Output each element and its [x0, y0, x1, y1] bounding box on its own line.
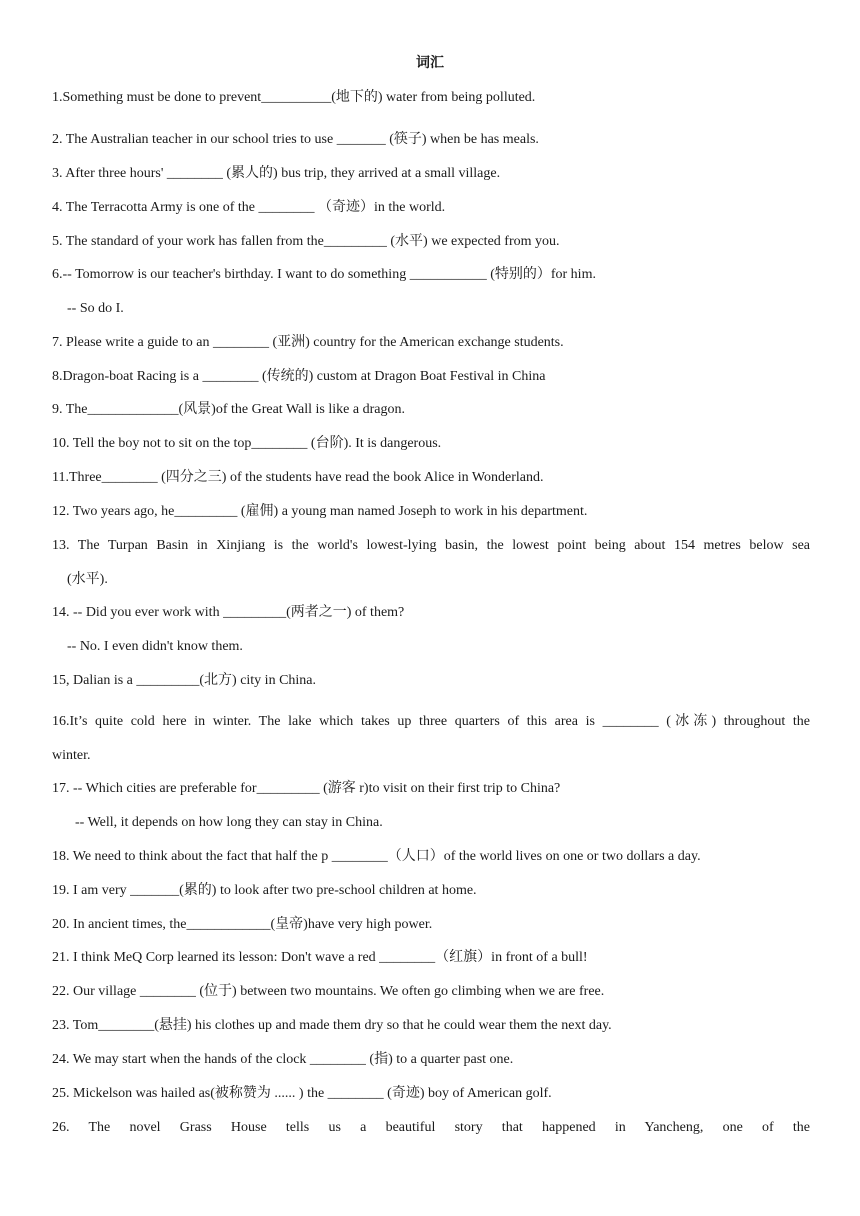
question-5: 5. The standard of your work has fallen from the_________ (水平) we expected from you. — [52, 234, 560, 249]
question-19: 19. I am very _______(累的) to look after two pre-school children at home. — [52, 883, 477, 898]
question-12: 12. Two years ago, he_________ (雇佣) a young man named Joseph to work in his department. — [52, 504, 588, 519]
question-17: 17. -- Which cities are preferable for_________ (游客 r)to visit on their first trip to China? — [52, 781, 561, 796]
question-16-continued: winter. — [52, 748, 91, 763]
question-4: 4. The Terracotta Army is one of the ________ （奇迹）in the world. — [52, 200, 446, 215]
question-26: 26. The novel Grass House tells us a beautiful story that happened in Yancheng, one of the — [52, 1120, 810, 1135]
question-14-answer: -- No. I even didn't know them. — [67, 639, 243, 654]
question-6: 6.-- Tomorrow is our teacher's birthday. I want to do something ___________ (特别的）for him. — [52, 267, 596, 282]
question-9: 9. The_____________(风景)of the Great Wall is like a dragon. — [52, 402, 405, 417]
question-17-answer: -- Well, it depends on how long they can stay in China. — [75, 815, 383, 830]
question-20: 20. In ancient times, the____________(皇帝)have very high power. — [52, 917, 433, 932]
question-22: 22. Our village ________ (位于) between two mountains. We often go climbing when we are free. — [52, 984, 605, 999]
question-13: 13. The Turpan Basin in Xinjiang is the world's lowest-lying basin, the lowest point being about 154 metres below sea — [52, 538, 810, 553]
question-15: 15, Dalian is a _________(北方) city in China. — [52, 673, 317, 688]
question-8: 8.Dragon-boat Racing is a ________ (传统的) custom at Dragon Boat Festival in China — [52, 369, 546, 384]
question-10: 10. Tell the boy not to sit on the top________ (台阶). It is dangerous. — [52, 436, 442, 451]
question-2: 2. The Australian teacher in our school tries to use _______ (筷子) when be has meals. — [52, 132, 539, 147]
question-7: 7. Please write a guide to an ________ (亚洲) country for the American exchange students. — [52, 335, 564, 350]
question-3: 3. After three hours' ________ (累人的) bus trip, they arrived at a small village. — [52, 166, 501, 181]
question-11: 11.Three________ (四分之三) of the students have read the book Alice in Wonderland. — [52, 470, 544, 485]
question-24: 24. We may start when the hands of the clock ________ (指) to a quarter past one. — [52, 1052, 514, 1067]
question-21: 21. I think MeQ Corp learned its lesson: Don't wave a red ________（红旗）in front of a bull! — [52, 950, 588, 965]
question-23: 23. Tom________(悬挂) his clothes up and made them dry so that he could wear them the next day. — [52, 1018, 612, 1033]
question-6-answer: -- So do I. — [67, 301, 124, 316]
question-1: 1.Something must be done to prevent__________(地下的) water from being polluted. — [52, 90, 536, 105]
question-14: 14. -- Did you ever work with _________(两者之一) of them? — [52, 605, 405, 620]
page-title: 词汇 — [416, 56, 444, 71]
question-25: 25. Mickelson was hailed as(被称赞为 ...... ) the ________ (奇迹) boy of American golf. — [52, 1086, 552, 1101]
question-13-continued: (水平). — [67, 572, 108, 587]
question-18: 18. We need to think about the fact that half the p ________（人口）of the world lives on one or two dollars a day. — [52, 849, 701, 864]
question-16: 16.It’s quite cold here in winter. The lake which takes up three quarters of this area is ________ (冰冻) throughout the — [52, 714, 810, 729]
